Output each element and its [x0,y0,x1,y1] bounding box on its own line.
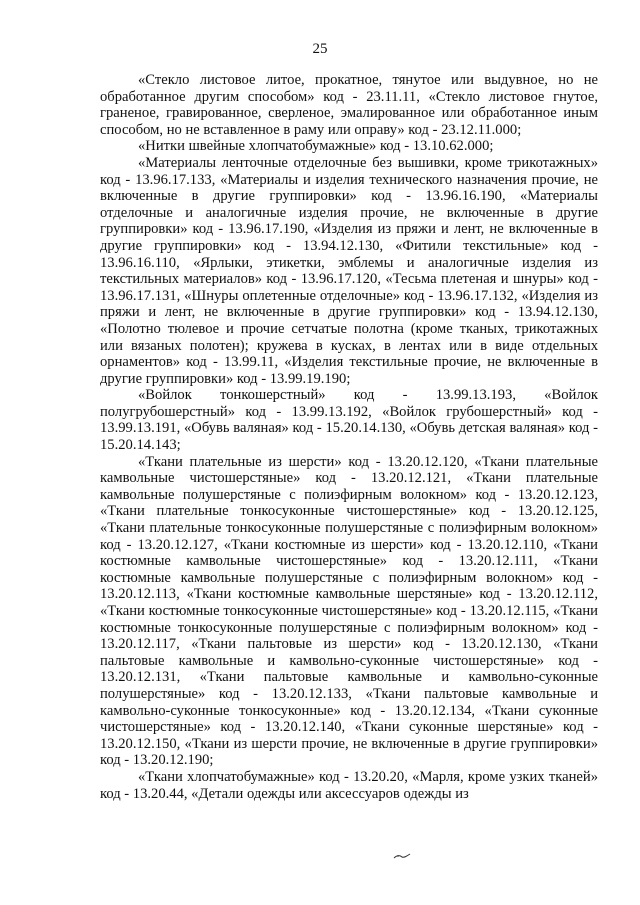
paragraph-glass: «Стекло листовое литое, прокатное, тянутое или выдувное, но не обработанное другим способом» код - 23.11.11, «Стекло листовое гнутое, граненое, гравированное, сверленое, эмалированное или обработанное иным способом, но не вставленное в раму или оправу» код - 23.12.11.000; [100,72,598,138]
paragraph-cotton-fabrics: «Ткани хлопчатобумажные» код - 13.20.20, «Марля, кроме узких тканей» код - 13.20.44, «Детали одежды или аксессуаров одежды из [100,768,598,802]
paragraph-threads: «Нитки швейные хлопчатобумажные» код - 13.10.62.000; [138,138,494,155]
document-body [100,72,598,802]
paragraph-felt: «Войлок тонкошерстный» код - 13.99.13.193, «Войлок полугрубошерстный» код - 13.99.13.192, «Войлок грубошерстный» код - 13.99.13.191, «Обувь валяная» код - 15.20.14.130, «Обувь детская валяная» код - 15.20.14.143; [100,387,598,454]
paragraph-wool-fabrics: «Ткани плательные из шерсти» код - 13.20.12.120, «Ткани плательные камвольные чистошерстяные» код - 13.20.12.121, «Ткани плательные камвольные полушерстяные с полиэфирным волокном» код - 13.20.12.123, «Ткани плательные тонкосуконные чистошерстяные» код - 13.20.12.125, «Ткани плательные тонкосуконные полушерстяные с полиэфирным волокном» код - 13.20.12.127, «Ткани костюмные из шерсти» код - 13.20.12.110, «Ткани костюмные камвольные чистошерстяные» код - 13.20.12.111, «Ткани костюмные камвольные полушерстяные с полиэфирным волокном» код - 13.20.12.113, «Ткани костюмные камвольные шерстяные» код - 13.20.12.112, «Ткани костюмные тонкосуконные чистошерстяные» код - 13.20.12.115, «Ткани костюмные тонкосуконные полушерстяные с полиэфирным волокном» код - 13.20.12.117, «Ткани пальтовые из шерсти» код - 13.20.12.130, «Ткани пальтовые камвольные и камвольно-суконные чистошерстяные» код - 13.20.12.131, «Ткани пальтовые камвольные и камвольно-суконные полушерстяные» код - 13.20.12.133, «Ткани пальтовые камвольные и камвольно-суконные тонкосуконные» код - 13.20.12.134, «Ткани суконные чистошерстяные» код - 13.20.12.140, «Ткани суконные шерстяные» код - 13.20.12.150, «Ткани из шерсти прочие, не включенные в другие группировки» код - 13.20.12.190; [100,453,598,769]
ink-mark [392,852,412,860]
page-number: 25 [312,41,328,57]
paragraph-ribbon-materials: «Материалы ленточные отделочные без вышивки, кроме трикотажных» код - 13.96.17.133, «Материалы и изделия технического назначения прочие, не включенные в другие группировки» код - 13.96.16.190, «Материалы отделочные и аналогичные изделия прочие, не включенные в другие группировки» код - 13.96.17.190, «Изделия из пряжи и лент, не включенные в другие группировки» код - 13.94.12.130, «Фитили текстильные» код - 13.96.16.110, «Ярлыки, этикетки, эмблемы и аналогичные изделия из текстильных материалов» код - 13.96.17.120, «Тесьма плетеная и шнуры» код - 13.96.17.131, «Шнуры оплетенные отделочные» код - 13.96.17.132, «Изделия из пряжи и лент, не включенные в другие группировки» код - 13.94.12.130, «Полотно тюлевое и прочие сетчатые полотна (кроме тканых, трикотажных или вязаных полотен); кружева в кусках, в лентах или в виде отдельных орнаментов» код - 13.99.11, «Изделия текстильные прочие, не включенные в другие группировки» код - 13.99.19.190; [100,154,598,387]
